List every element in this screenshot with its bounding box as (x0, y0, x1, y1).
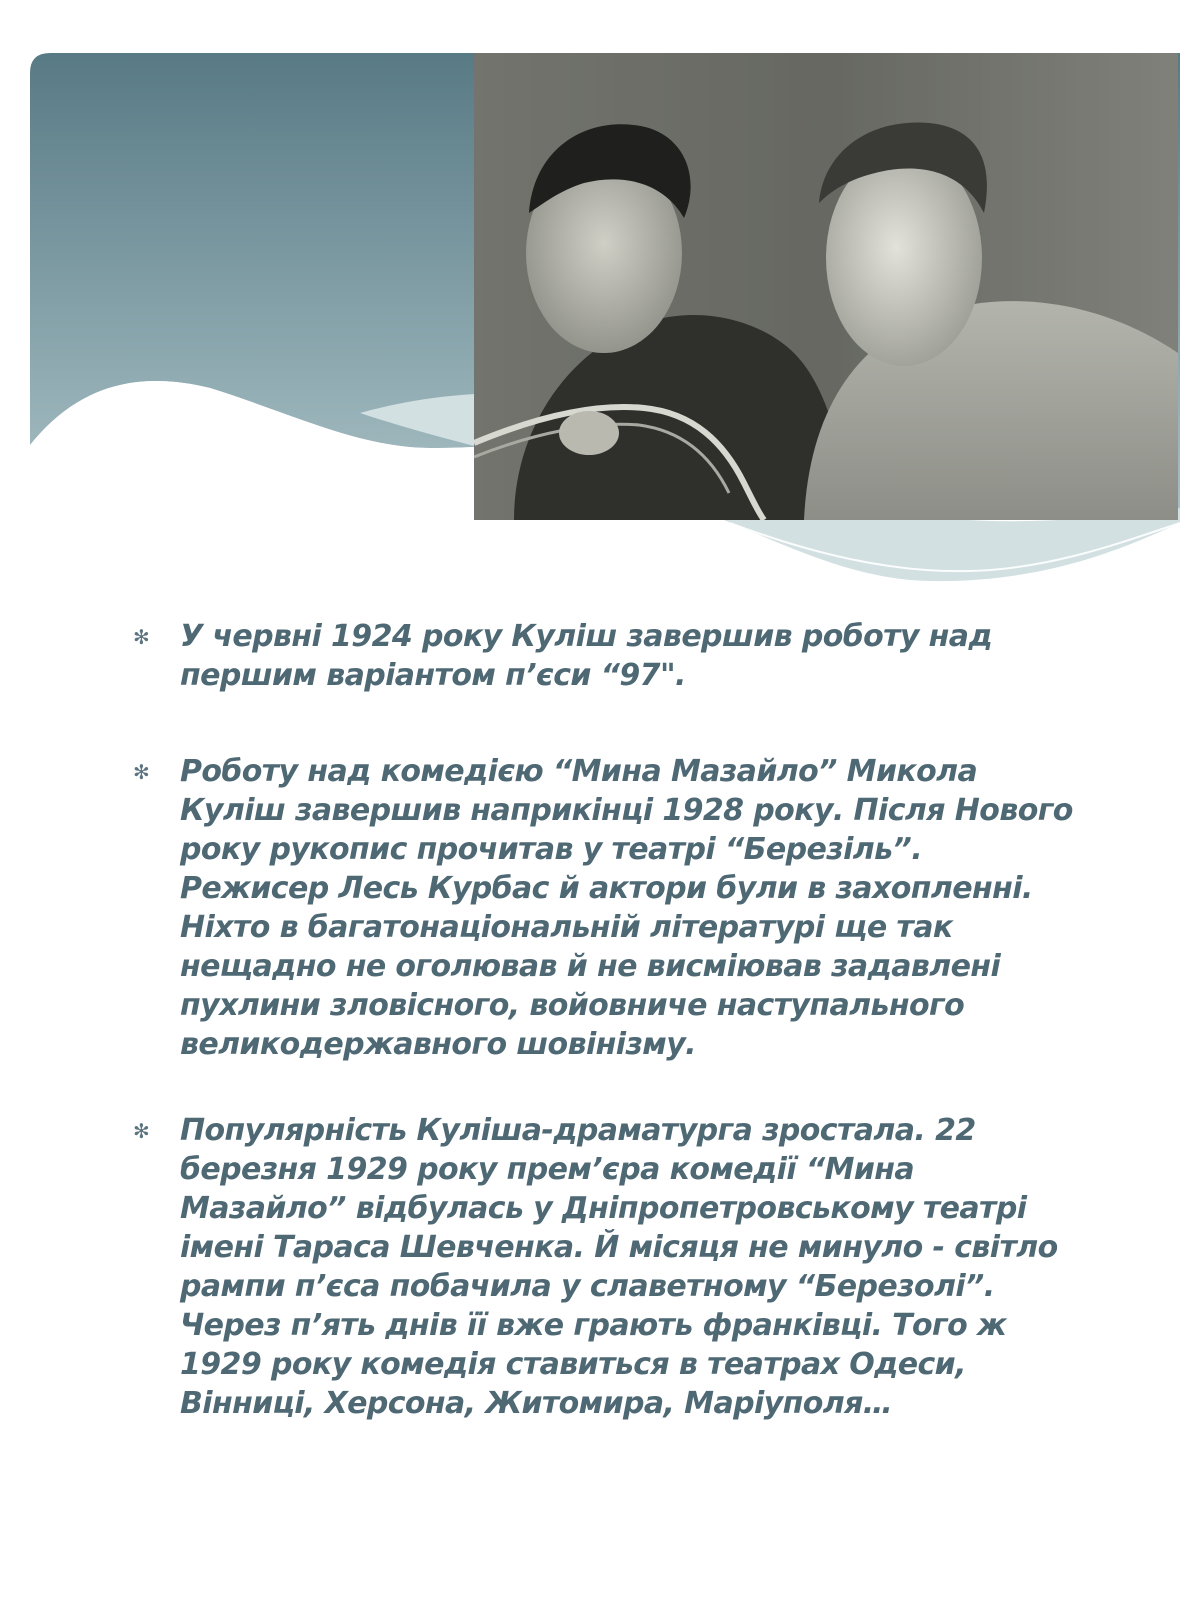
bullet-marker-icon: ✻ (133, 1119, 150, 1143)
bullet-text-1: У червні 1924 року Куліш завершив роботу над першим варіантом п’єси “97". (180, 619, 993, 693)
bullet-text-2: Роботу над комедією “Мина Мазайло” Микола Куліш завершив наприкінці 1928 року. Після Нового року рукопис прочитав у театрі “Березіль”. Режисер Лесь Курбас й актори були в захопленні. Ніхто в багатонаціональній літературі ще так нещадно не оголював й не висміював задавлені пухлини зловісного, войовниче наступального великодержавного шовінізму. (180, 754, 1073, 1062)
bullet-text-3: Популярність Куліша-драматурга зростала. 22 березня 1929 року прем’єра комедії “Мина Мазайло” відбулась у Дніпропетровському театрі імені Тараса Шевченка. Й місяця не минуло - світло рампи п’єса побачила у славетному “Березолі”. Через п’ять днів її вже грають франківці. Того ж 1929 року комедія ставиться в театрах Одеси, Вінниці, Херсона, Житомира, Маріуполя… (180, 1113, 1058, 1421)
bullet-marker-icon: ✻ (133, 625, 150, 649)
bullet-marker-icon: ✻ (133, 760, 150, 784)
